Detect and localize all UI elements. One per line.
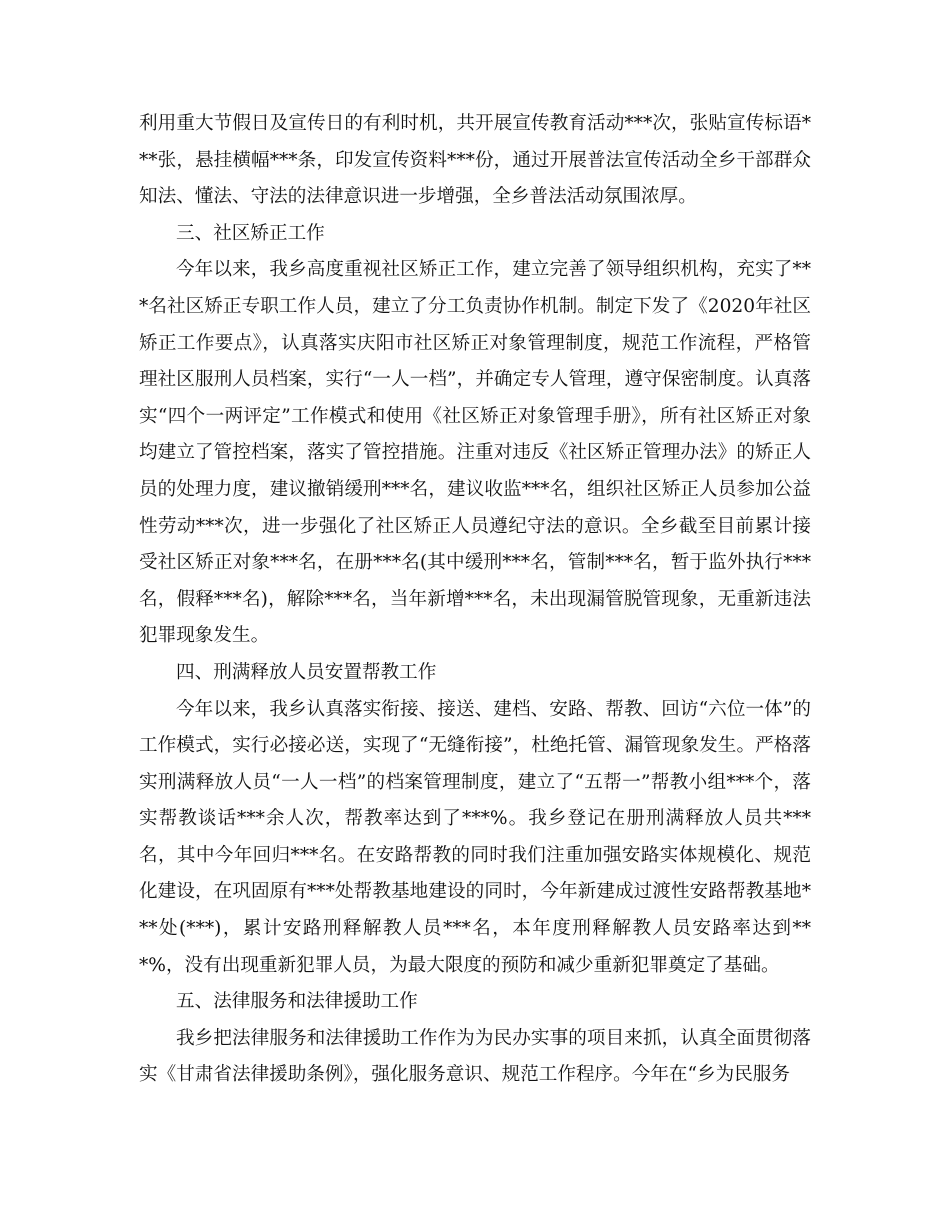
paragraph-publicity: 利用重大节假日及宣传日的有利时机，共开展宣传教育活动***次，张贴宣传标语***张，悬挂横幅***条，印发宣传资料***份，通过开展普法宣传活动全乡干部群众知法、懂法、守法的法律意识进一步增强，全乡普法活动氛围浓厚。 bbox=[139, 113, 811, 208]
paragraph-community-correction: 今年以来，我乡高度重视社区矫正工作，建立完善了领导组织机构，充实了***名社区矫正专职工作人员，建立了分工负责协作机制。制定下发了《2020年社区矫正工作要点》，认真落实庆阳市社区矫正对象管理制度，规范工作流程，严格管理社区服刑人员档案，实行“一人一档”，并确定专人管理，遵守保密制度。认真落实“四个一两评定”工作模式和使用《社区矫正对象管理手册》，所有社区矫正对象均建立了管控档案，落实了管控措施。注重对违反《社区矫正管理办法》的矫正人员的处理力度，建议撤销缓刑***名，建议收监***名，组织社区矫正人员参加公益性劳动***次，进一步强化了社区矫正人员遵纪守法的意识。全乡截至目前累计接受社区矫正对象***名，在册***名(其中缓刑***名，管制***名，暂于监外执行***名，假释***名)，解除***名，当年新增***名，未出现漏管脱管现象，无重新违法犯罪现象发生。 bbox=[139, 259, 811, 647]
document-body bbox=[139, 106, 811, 1094]
section-heading-released-prisoners: 四、刑满释放人员安置帮教工作 bbox=[176, 661, 437, 683]
paragraph-legal-aid: 我乡把法律服务和法律援助工作作为为民办实事的项目来抓，认真全面贯彻落实《甘肃省法律援助条例》，强化服务意识、规范工作程序。今年在“乡为民服务 bbox=[139, 1027, 811, 1086]
section-heading-legal-aid: 五、法律服务和法律援助工作 bbox=[176, 991, 418, 1013]
section-heading-community-correction: 三、社区矫正工作 bbox=[176, 222, 325, 244]
paragraph-released-prisoners: 今年以来，我乡认真落实衔接、接送、建档、安路、帮教、回访“六位一体”的工作模式，实行必接必送，实现了“无缝衔接”，杜绝托管、漏管现象发生。严格落实刑满释放人员“一人一档”的档案管理制度，建立了“五帮一”帮教小组***个，落实帮教谈话***余人次，帮教率达到了***%。我乡登记在册刑满释放人员共***名，其中今年回归***名。在安路帮教的同时我们注重加强安路实体规模化、规范化建设，在巩固原有***处帮教基地建设的同时，今年新建成过渡性安路帮教基地***处(***)，累计安路刑释解教人员***名，本年度刑释解教人员安路率达到***%，没有出现重新犯罪人员，为最大限度的预防和减少重新犯罪奠定了基础。 bbox=[139, 698, 811, 976]
